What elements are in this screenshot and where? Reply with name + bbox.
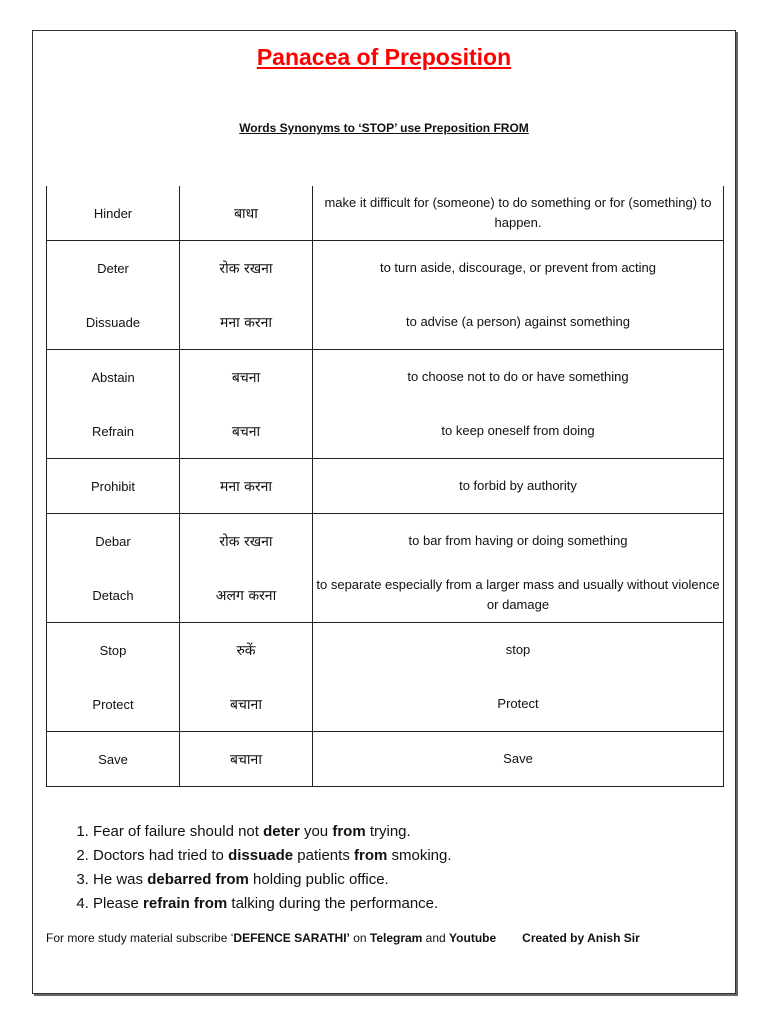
table-row: [47, 568, 724, 623]
word-cell: Debar: [47, 514, 180, 569]
meaning-cell: Save: [313, 732, 724, 787]
hindi-cell: बचाना: [180, 677, 313, 732]
table-row: [47, 732, 724, 787]
table-row: [47, 677, 724, 732]
hindi-cell: रुकें: [180, 623, 313, 678]
hindi-cell: मना करना: [180, 459, 313, 514]
word-cell: Hinder: [47, 186, 180, 241]
hindi-cell: बाधा: [180, 186, 313, 241]
footer-note: For more study material subscribe ‘DEFENCE SARATHI’ on Telegram and Youtube Created by Anish Sir: [46, 931, 640, 945]
list-item: 4. Please refrain from talking during the performance.: [93, 892, 452, 916]
word-cell: Abstain: [47, 350, 180, 405]
word-cell: Prohibit: [47, 459, 180, 514]
table-row: [47, 404, 724, 459]
word-cell: Dissuade: [47, 295, 180, 350]
word-cell: Detach: [47, 568, 180, 623]
page-subtitle: Words Synonyms to ‘STOP’ use Preposition FROM: [239, 121, 529, 135]
word-cell: Stop: [47, 623, 180, 678]
hindi-cell: मना करना: [180, 295, 313, 350]
hindi-cell: बचना: [180, 350, 313, 405]
page-title: Panacea of Preposition: [256, 44, 512, 70]
table-row: [47, 514, 724, 569]
hindi-cell: रोक रखना: [180, 514, 313, 569]
word-cell: Protect: [47, 677, 180, 732]
meaning-cell: to bar from having or doing something: [313, 514, 724, 569]
table-row: [47, 350, 724, 405]
table-row: [47, 459, 724, 514]
meaning-cell: stop: [313, 623, 724, 678]
meaning-cell: to advise (a person) against something: [313, 295, 724, 350]
hindi-cell: बचाना: [180, 732, 313, 787]
word-cell: Deter: [47, 241, 180, 296]
hindi-cell: अलग करना: [180, 568, 313, 623]
meaning-cell: Protect: [313, 677, 724, 732]
table-row: [47, 295, 724, 350]
table-row: [47, 623, 724, 678]
hindi-cell: रोक रखना: [180, 241, 313, 296]
meaning-cell: to turn aside, discourage, or prevent from acting: [313, 241, 724, 296]
meaning-cell: to keep oneself from doing: [313, 404, 724, 459]
meaning-cell: make it difficult for (someone) to do something or for (something) to happen.: [313, 186, 724, 241]
meaning-cell: to separate especially from a larger mass and usually without violence or damage: [313, 568, 724, 623]
synonyms-table: [46, 186, 724, 787]
author-credit: Created by Anish Sir: [522, 931, 640, 945]
list-item: 3. He was debarred from holding public office.: [93, 868, 452, 892]
list-item: 2. Doctors had tried to dissuade patients from smoking.: [93, 844, 452, 868]
meaning-cell: to choose not to do or have something: [313, 350, 724, 405]
list-item: 1. Fear of failure should not deter you from trying.: [93, 820, 452, 844]
hindi-cell: बचना: [180, 404, 313, 459]
meaning-cell: to forbid by authority: [313, 459, 724, 514]
table-row: [47, 186, 724, 241]
example-sentences: [64, 820, 452, 916]
table-row: [47, 241, 724, 296]
word-cell: Save: [47, 732, 180, 787]
word-cell: Refrain: [47, 404, 180, 459]
